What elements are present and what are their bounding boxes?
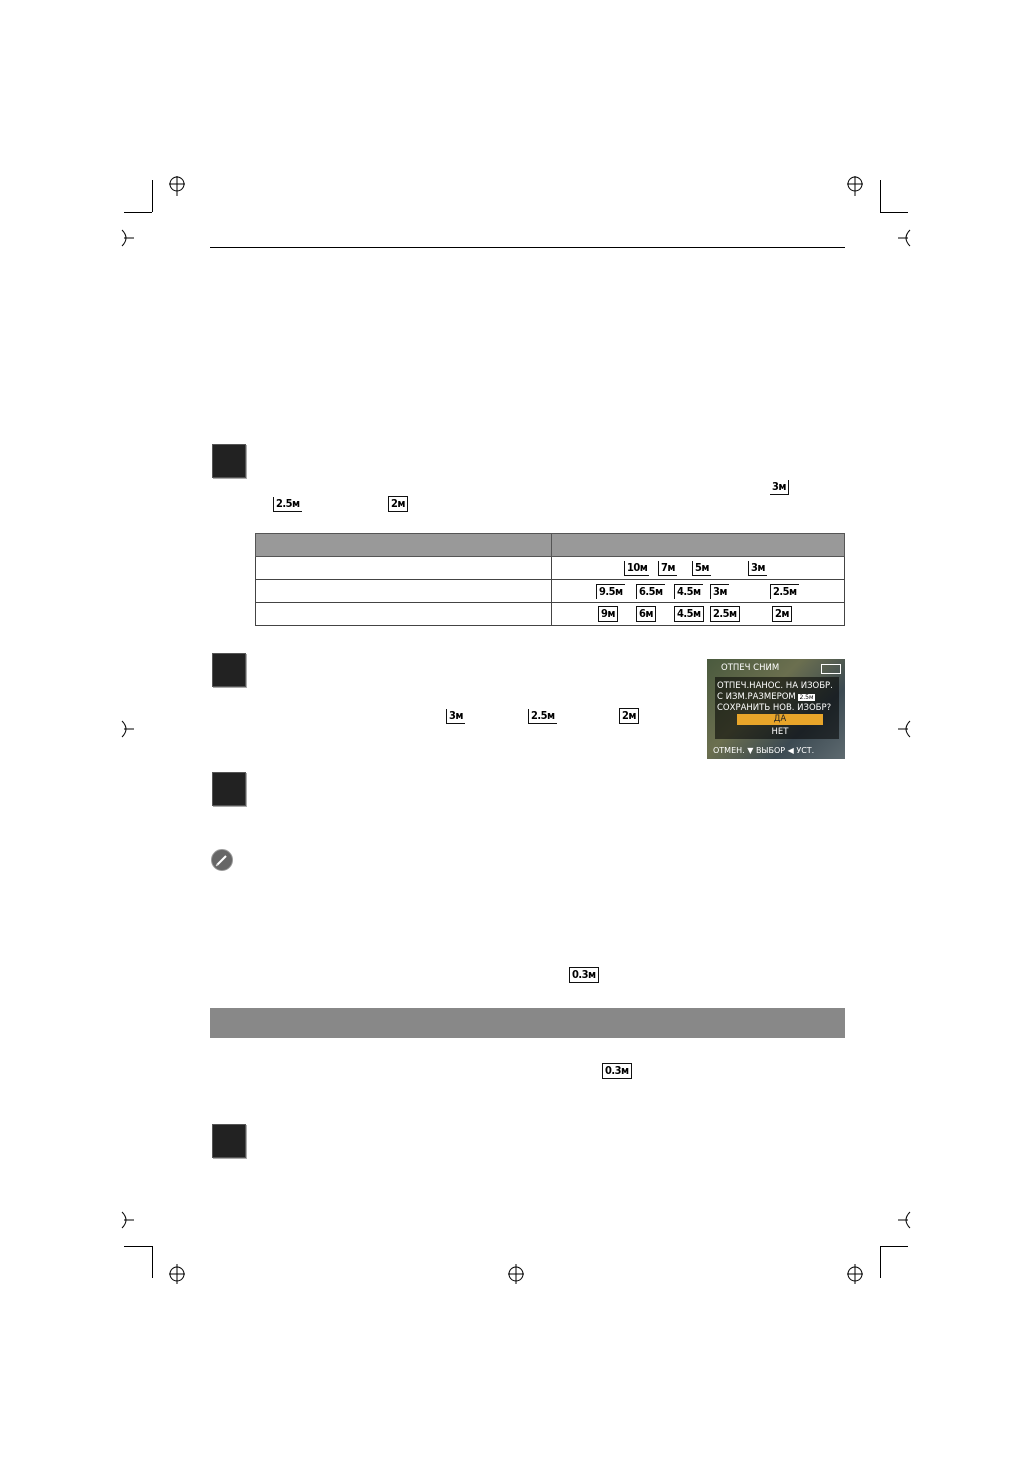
size-badge-3m: 3м — [770, 480, 789, 495]
table-cell — [552, 603, 845, 626]
table-row — [256, 603, 845, 626]
side-mark-icon — [896, 719, 912, 739]
registration-mark-icon — [166, 1262, 188, 1284]
side-mark-icon — [896, 1210, 912, 1230]
side-mark-icon — [120, 719, 136, 739]
size-badge-2-5m: 2.5м — [273, 497, 302, 512]
camera-screen — [707, 659, 845, 759]
step-2-marker — [212, 653, 246, 687]
table-header-cell — [552, 534, 845, 557]
size-badge-3m: 3м — [446, 709, 465, 724]
screen-size-badge: 2.5м — [799, 694, 814, 701]
size-badge-9m: 9м — [598, 606, 618, 622]
size-badge-2m: 2м — [388, 496, 408, 512]
size-table — [255, 533, 845, 626]
size-badge-2m: 2м — [619, 708, 639, 724]
size-badge-2m: 2м — [772, 606, 792, 622]
registration-mark-icon — [844, 176, 866, 198]
size-badge-6m: 6м — [636, 606, 656, 622]
screen-message-line: СОХРАНИТЬ НОВ. ИЗОБР? — [717, 703, 832, 713]
table-row — [256, 557, 845, 580]
step-marker — [212, 1124, 246, 1158]
battery-icon — [821, 664, 841, 674]
side-mark-icon — [120, 1210, 136, 1230]
table-cell — [256, 603, 552, 626]
size-badge-0-3m: 0.3м — [569, 967, 599, 983]
size-badge-0-3m: 0.3м — [602, 1063, 632, 1079]
size-badge-4-5m: 4.5м — [674, 606, 704, 622]
registration-mark-icon — [166, 176, 188, 198]
side-mark-icon — [120, 228, 136, 248]
screen-footer: ОТМЕН. ▼ ВЫБОР ◀ УСТ. — [713, 746, 815, 755]
size-badge-9-5m: 9.5м — [596, 584, 625, 599]
size-badge-3m: 3м — [710, 584, 729, 599]
crop-mark — [124, 212, 152, 213]
header-rule — [210, 247, 845, 248]
side-mark-icon — [896, 228, 912, 248]
note-pencil-icon — [211, 849, 233, 871]
size-badge-3m: 3м — [748, 561, 767, 576]
registration-mark-icon — [844, 1262, 866, 1284]
size-badge-7m: 7м — [658, 561, 677, 576]
step-3-marker — [212, 772, 246, 806]
size-badge-2-5m: 2.5м — [770, 584, 799, 599]
crop-mark — [152, 180, 153, 212]
step-1-marker — [212, 444, 246, 478]
size-badge-4-5m: 4.5м — [674, 584, 703, 599]
crop-mark — [152, 1246, 153, 1278]
table-cell — [552, 557, 845, 580]
table-header-cell — [256, 534, 552, 557]
registration-mark-icon — [505, 1262, 527, 1284]
screen-option-no[interactable]: НЕТ — [771, 727, 789, 737]
screen-message-line: ОТПЕЧ.НАНОС. НА ИЗОБР. — [717, 681, 833, 691]
size-badge-10m: 10м — [624, 561, 649, 576]
crop-mark — [880, 1246, 881, 1278]
screen-message-line — [717, 692, 815, 702]
screen-message-text: С ИЗМ.РАЗМЕРОМ — [717, 692, 796, 702]
size-badge-2-5m: 2.5м — [710, 606, 740, 622]
table-row — [256, 580, 845, 603]
crop-mark — [880, 180, 881, 212]
size-badge-5m: 5м — [692, 561, 711, 576]
size-badge-6-5m: 6.5м — [636, 584, 665, 599]
crop-mark — [880, 1246, 908, 1247]
table-cell — [256, 557, 552, 580]
section-header-bar — [210, 1008, 845, 1038]
screen-option-yes[interactable]: ДА — [737, 714, 823, 725]
screen-title: ОТПЕЧ СНИМ — [721, 663, 780, 673]
table-cell — [256, 580, 552, 603]
crop-mark — [880, 212, 908, 213]
table-cell — [552, 580, 845, 603]
table-header-row — [256, 534, 845, 557]
crop-mark — [124, 1246, 152, 1247]
pencil-icon — [212, 850, 232, 870]
size-badge-2-5m: 2.5м — [528, 709, 557, 724]
